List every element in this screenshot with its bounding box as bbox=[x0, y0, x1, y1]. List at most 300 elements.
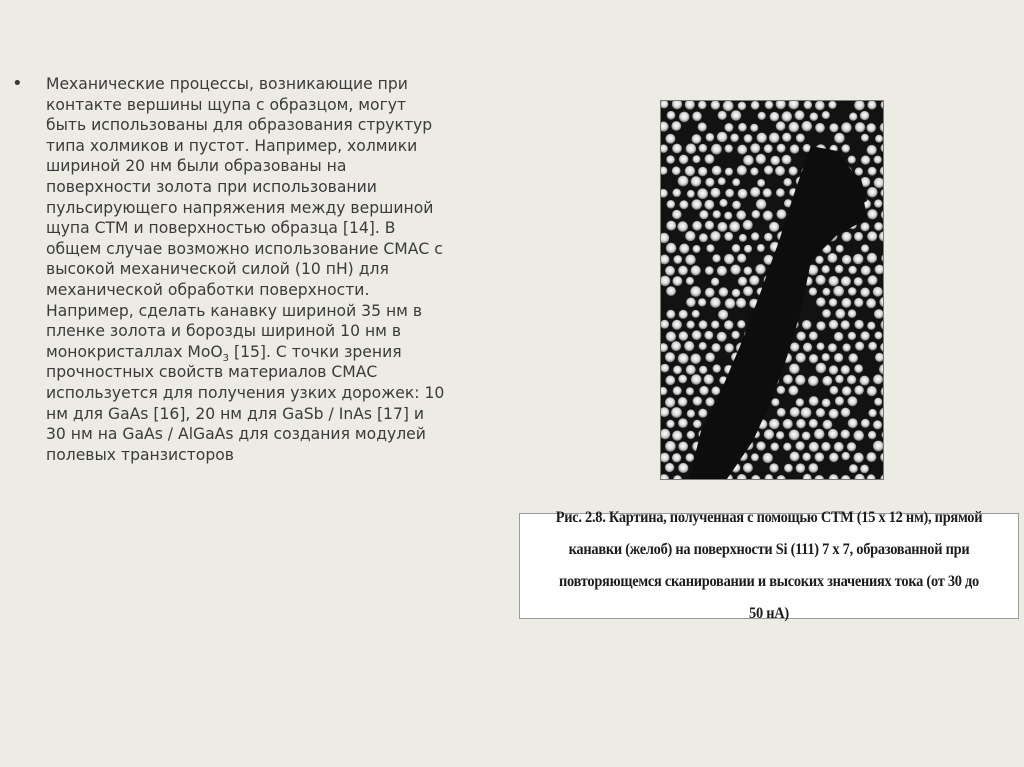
stm-dot bbox=[738, 189, 748, 199]
stm-dot bbox=[750, 167, 758, 175]
stm-dot bbox=[678, 176, 689, 187]
stm-dot bbox=[756, 199, 767, 210]
stm-dot bbox=[687, 431, 695, 439]
stm-dot bbox=[827, 253, 837, 263]
stm-dot bbox=[671, 407, 682, 418]
stm-dot bbox=[777, 408, 786, 417]
stm-dot bbox=[692, 221, 702, 231]
stm-dot bbox=[717, 266, 727, 276]
stm-dot bbox=[678, 397, 688, 407]
stm-dot bbox=[672, 276, 682, 286]
stm-dot bbox=[776, 121, 786, 131]
stm-dot bbox=[692, 134, 702, 144]
stm-dot bbox=[686, 453, 695, 462]
stm-dot bbox=[847, 442, 856, 451]
stm-dot bbox=[830, 386, 839, 395]
stm-dot bbox=[686, 387, 694, 395]
stm-dot bbox=[713, 364, 721, 372]
stm-dot bbox=[841, 365, 850, 374]
stm-dot bbox=[815, 123, 825, 133]
stm-dot bbox=[822, 309, 831, 318]
stm-dot bbox=[751, 232, 759, 240]
stm-dot bbox=[796, 398, 804, 406]
stm-dot bbox=[829, 365, 838, 374]
stm-dot bbox=[854, 232, 863, 241]
stm-dot bbox=[751, 101, 760, 110]
stm-dot bbox=[776, 209, 786, 219]
stm-dot bbox=[854, 364, 863, 373]
stm-dot bbox=[737, 145, 747, 155]
stm-dot bbox=[835, 265, 844, 274]
stm-dot bbox=[731, 110, 742, 121]
stm-dot bbox=[874, 156, 882, 164]
stm-dot bbox=[685, 255, 696, 266]
stm-dot bbox=[868, 409, 876, 417]
stm-dot bbox=[750, 143, 760, 153]
stm-dot bbox=[765, 101, 774, 109]
stm-dot bbox=[829, 453, 839, 463]
stm-dot bbox=[815, 452, 825, 462]
stm-dot bbox=[724, 212, 732, 220]
stm-dot bbox=[809, 354, 818, 363]
stm-dot bbox=[860, 111, 869, 120]
stm-dot bbox=[834, 332, 843, 341]
stm-dot bbox=[705, 288, 715, 298]
stm-dot bbox=[823, 420, 833, 430]
stm-dot bbox=[710, 297, 721, 308]
stm-dot bbox=[698, 298, 706, 306]
stm-dot bbox=[841, 122, 852, 133]
stm-dot bbox=[763, 188, 772, 197]
stm-dot bbox=[796, 463, 806, 473]
stm-dot bbox=[842, 255, 852, 265]
stm-dot bbox=[730, 265, 740, 275]
stm-dot bbox=[853, 254, 864, 265]
stm-dot bbox=[855, 342, 864, 351]
stm-dot bbox=[705, 353, 715, 363]
stm-dot bbox=[829, 123, 838, 132]
stm-dot bbox=[666, 310, 675, 319]
stm-dot bbox=[725, 189, 734, 198]
stm-dot bbox=[854, 277, 863, 286]
stm-dot bbox=[691, 374, 702, 385]
stm-dot bbox=[874, 332, 882, 340]
stm-dot bbox=[665, 352, 675, 362]
stm-dot bbox=[842, 232, 852, 242]
stm-dot bbox=[699, 366, 707, 374]
stm-dot bbox=[724, 254, 734, 264]
stm-dot bbox=[868, 167, 877, 176]
stm-dot bbox=[815, 101, 825, 110]
stm-dot bbox=[666, 243, 677, 254]
stm-dot bbox=[712, 343, 721, 352]
stm-dot bbox=[841, 276, 851, 286]
stm-dot bbox=[724, 123, 733, 132]
bullet-marker: • bbox=[12, 73, 23, 94]
stm-dot bbox=[704, 331, 713, 340]
stm-dot bbox=[692, 310, 700, 318]
stm-dot bbox=[692, 330, 702, 340]
stm-dot bbox=[665, 397, 675, 407]
stm-dot bbox=[867, 187, 878, 198]
stm-dot bbox=[801, 407, 812, 418]
stm-dot bbox=[854, 320, 863, 329]
stm-dot bbox=[743, 155, 754, 166]
stm-dot bbox=[841, 408, 851, 418]
stm-micrograph-image bbox=[660, 100, 884, 480]
stm-dot bbox=[710, 231, 720, 241]
stm-dot bbox=[725, 343, 734, 352]
stm-dot bbox=[704, 200, 714, 210]
stm-dot bbox=[789, 430, 800, 441]
stm-dot bbox=[750, 187, 760, 197]
stm-dot bbox=[758, 112, 766, 120]
stm-dot bbox=[822, 399, 831, 408]
stm-dot bbox=[711, 144, 722, 155]
stm-dot bbox=[665, 266, 675, 276]
stm-dot bbox=[809, 419, 818, 428]
stm-dot bbox=[665, 375, 675, 385]
stm-dot bbox=[684, 341, 694, 351]
stm-dot bbox=[678, 266, 688, 276]
stm-dot bbox=[796, 353, 806, 363]
stm-dot bbox=[717, 332, 727, 342]
stm-dot bbox=[732, 289, 741, 298]
stm-dot bbox=[736, 298, 746, 308]
stm-dot bbox=[711, 321, 719, 329]
stm-dot bbox=[874, 222, 883, 231]
stm-dot bbox=[705, 397, 714, 406]
stm-dot bbox=[693, 396, 702, 405]
stm-dot bbox=[673, 255, 682, 264]
stm-dot bbox=[698, 122, 707, 131]
stm-dot bbox=[848, 418, 858, 428]
bullet-paragraph bbox=[12, 74, 452, 465]
stm-dot bbox=[738, 123, 747, 132]
stm-dot bbox=[848, 266, 857, 275]
stm-dot bbox=[808, 463, 818, 473]
stm-dot bbox=[678, 463, 688, 473]
stm-dot bbox=[848, 309, 857, 318]
stm-dot bbox=[873, 420, 882, 429]
stm-dot bbox=[719, 199, 727, 207]
stm-dot bbox=[866, 123, 876, 133]
stm-dot bbox=[705, 154, 715, 164]
stm-dot bbox=[718, 310, 728, 320]
stm-dot bbox=[783, 419, 793, 429]
stm-dot bbox=[802, 453, 811, 462]
stm-dot bbox=[724, 320, 734, 330]
stm-dot bbox=[717, 222, 727, 232]
stm-dot bbox=[828, 101, 836, 109]
stm-dot bbox=[875, 135, 883, 143]
stm-dot bbox=[849, 113, 857, 121]
stm-dot bbox=[725, 168, 733, 176]
stm-dot bbox=[693, 245, 701, 253]
stm-dot bbox=[789, 364, 800, 375]
stm-dot bbox=[687, 190, 695, 198]
stm-dot bbox=[848, 156, 856, 164]
stm-dot bbox=[849, 464, 858, 473]
stm-dot bbox=[861, 134, 869, 142]
stm-dot bbox=[855, 122, 865, 132]
stm-dot bbox=[744, 267, 753, 276]
stm-dot bbox=[841, 298, 851, 308]
stm-dot bbox=[713, 210, 721, 218]
stm-dot bbox=[833, 286, 844, 297]
stm-dot bbox=[673, 386, 682, 395]
stm-dot bbox=[679, 155, 689, 165]
stm-dot bbox=[835, 375, 844, 384]
body-text bbox=[46, 74, 446, 465]
stm-dot bbox=[868, 275, 878, 285]
stm-dot bbox=[699, 342, 707, 350]
stm-dot bbox=[809, 442, 819, 452]
stm-dot bbox=[861, 419, 870, 428]
stm-dot bbox=[855, 167, 863, 175]
figure-caption: Рис. 2.8. Картина, полученная с помощью СТМ (15 х 12 нм), прямой канавки (желоб) на поверхности Si (111) 7 х 7, образованной при повторяющемся сканировании и высоких значениях тока (от 30 до 50 нА) bbox=[555, 509, 983, 622]
stm-dot bbox=[693, 155, 701, 163]
body-text-part-2: [15]. С точки зрения прочностных свойств материалов СМАС используется для получения узких дорожек: 10 нм для GaAs [16], 20 нм для GaSb / InAs [17] и 30 нм на GaAs / AlGaAs для создания модулей полевых транзисторов bbox=[46, 342, 445, 464]
stm-dot bbox=[769, 222, 779, 232]
stm-dot bbox=[679, 310, 688, 319]
stm-dot bbox=[699, 144, 708, 153]
stm-dot bbox=[667, 200, 676, 209]
stm-dot bbox=[744, 134, 753, 143]
stm-dot bbox=[777, 386, 786, 395]
stm-dot bbox=[829, 298, 838, 307]
stm-dot bbox=[847, 375, 856, 384]
stm-dot bbox=[829, 409, 839, 419]
stm-dot bbox=[743, 220, 753, 230]
stm-dot bbox=[782, 133, 791, 142]
stm-dot bbox=[769, 419, 780, 430]
stm-dot bbox=[666, 286, 676, 296]
stm-dot bbox=[706, 133, 715, 142]
stm-dot bbox=[790, 407, 800, 417]
stm-dot bbox=[732, 178, 740, 186]
stm-dot bbox=[835, 396, 844, 405]
stm-dot bbox=[860, 288, 870, 298]
stm-dot bbox=[737, 320, 745, 328]
stm-dot bbox=[699, 210, 708, 219]
stm-dot bbox=[841, 144, 850, 153]
stm-dot bbox=[822, 288, 830, 296]
stm-dot bbox=[790, 342, 799, 351]
stm-dot bbox=[796, 134, 805, 143]
stm-dot bbox=[692, 112, 702, 122]
stm-dot bbox=[796, 419, 806, 429]
stm-dot bbox=[739, 234, 747, 242]
figure-caption-box bbox=[519, 509, 1019, 622]
stm-dot bbox=[743, 463, 753, 473]
stm-dot bbox=[678, 442, 688, 452]
stm-dot bbox=[809, 287, 817, 295]
stm-dot bbox=[802, 432, 811, 441]
stm-dot bbox=[698, 409, 707, 418]
stm-dot bbox=[705, 178, 714, 187]
stm-dot bbox=[678, 353, 689, 364]
stm-dot bbox=[718, 177, 726, 185]
stm-dot bbox=[686, 298, 696, 308]
stm-dot bbox=[816, 321, 825, 330]
stm-dot bbox=[816, 408, 825, 417]
stm-dot bbox=[815, 256, 823, 264]
stm-dot bbox=[691, 176, 702, 187]
stm-dot bbox=[764, 233, 773, 242]
stm-dot bbox=[808, 376, 819, 387]
stm-dot bbox=[769, 463, 778, 472]
stm-dot bbox=[809, 331, 818, 340]
stm-dot bbox=[860, 222, 869, 231]
stm-dot bbox=[847, 396, 857, 406]
stm-dot bbox=[841, 430, 850, 439]
stm-dot bbox=[685, 231, 695, 241]
stm-dot bbox=[874, 199, 882, 207]
stm-dot bbox=[725, 298, 736, 309]
stm-dot bbox=[828, 343, 837, 352]
stm-dot bbox=[809, 396, 819, 406]
stm-dot bbox=[763, 453, 773, 463]
stm-dot bbox=[666, 331, 676, 341]
stm-dot bbox=[834, 442, 844, 452]
stm-dot bbox=[672, 189, 681, 198]
stm-dot bbox=[679, 200, 688, 209]
stm-dot bbox=[704, 374, 714, 384]
stm-dot bbox=[861, 266, 871, 276]
stm-dot bbox=[777, 144, 786, 153]
stm-dot bbox=[712, 166, 722, 176]
stm-dot bbox=[699, 233, 708, 242]
stm-dot bbox=[797, 332, 806, 341]
stm-dot bbox=[821, 442, 830, 451]
stm-dot bbox=[775, 166, 785, 176]
stm-dot bbox=[679, 112, 690, 123]
stm-dot bbox=[711, 386, 720, 395]
stm-dot bbox=[665, 441, 676, 452]
stm-dot bbox=[665, 134, 675, 144]
stm-dot bbox=[848, 332, 856, 340]
stm-dot bbox=[719, 287, 729, 297]
stm-dot bbox=[789, 122, 800, 133]
stm-dot bbox=[788, 386, 798, 396]
stm-dot bbox=[679, 331, 689, 341]
stm-dot bbox=[868, 431, 876, 439]
stm-dot bbox=[705, 266, 714, 275]
stm-dot bbox=[776, 431, 784, 439]
stm-dot bbox=[764, 144, 773, 153]
stm-dot bbox=[712, 254, 720, 262]
stm-dot bbox=[860, 376, 870, 386]
stm-dot bbox=[770, 112, 780, 122]
stm-dot bbox=[756, 154, 766, 164]
stm-dot bbox=[673, 366, 682, 375]
stm-dot bbox=[842, 452, 850, 460]
stm-dot bbox=[816, 363, 827, 374]
stm-dot bbox=[853, 430, 864, 441]
stm-dot bbox=[737, 165, 747, 175]
stm-dot bbox=[861, 244, 869, 252]
stm-dot bbox=[710, 188, 720, 198]
stm-dot bbox=[679, 244, 689, 254]
stm-dot bbox=[814, 429, 825, 440]
stm-dot bbox=[752, 210, 761, 219]
stm-dot bbox=[691, 199, 702, 210]
stm-dot bbox=[835, 309, 845, 319]
stm-dot bbox=[784, 464, 793, 473]
stm-dot bbox=[732, 201, 741, 210]
stm-dot bbox=[783, 375, 793, 385]
stm-dot bbox=[770, 443, 779, 452]
stm-dot bbox=[678, 375, 687, 384]
stm-dot bbox=[861, 155, 870, 164]
stm-dot bbox=[790, 452, 800, 462]
stm-dot bbox=[817, 343, 825, 351]
stm-dot bbox=[705, 221, 714, 230]
body-text-part-1: Механические процессы, возникающие при контакте вершины щупа с образцом, могут быть использованы для образования структур типа холмиков и пустот. Например, холмики шириной 20 нм были образованы на поверхности золота при использовании пульсирующего напряжения между вершиной щупа СТМ и поверхностью образца [14]. В общем случае возможно использование СМАС с высокой механической силой (10 пН) для механической обработки поверхности. Например, сделать канавку шириной 35 нм в пленке золота и борозды шириной 10 нм в монокристаллах MoO bbox=[46, 75, 443, 361]
stm-dot bbox=[698, 167, 707, 176]
stm-dot bbox=[816, 297, 826, 307]
stm-dot bbox=[795, 375, 805, 385]
stm-dot bbox=[834, 133, 845, 144]
stm-dot bbox=[757, 244, 765, 252]
stm-dot bbox=[706, 244, 714, 252]
stm-dot bbox=[867, 209, 877, 219]
stm-dot bbox=[729, 221, 740, 232]
stm-dot bbox=[686, 321, 694, 329]
stm-dot bbox=[690, 354, 701, 365]
stm-dot bbox=[749, 275, 759, 285]
stm-dot bbox=[822, 376, 832, 386]
stm-dot bbox=[738, 277, 747, 286]
stm-dot bbox=[737, 254, 746, 263]
stm-dot bbox=[666, 420, 674, 428]
stm-dot bbox=[803, 343, 812, 352]
stm-dot bbox=[842, 343, 850, 351]
stm-dot bbox=[672, 431, 682, 441]
stm-dot bbox=[672, 453, 681, 462]
stm-dot bbox=[751, 453, 759, 461]
stm-dot bbox=[686, 277, 694, 285]
stm-dot bbox=[731, 331, 739, 339]
stm-dot bbox=[867, 322, 875, 330]
stm-dot bbox=[829, 320, 839, 330]
stm-dot bbox=[672, 166, 681, 175]
stm-dot bbox=[860, 465, 869, 474]
stm-dot bbox=[828, 429, 838, 439]
stm-dot bbox=[672, 210, 682, 220]
stm-dot bbox=[672, 320, 682, 330]
stm-dot bbox=[795, 110, 805, 120]
stm-dot bbox=[757, 179, 765, 187]
stm-dot bbox=[822, 265, 830, 273]
stm-dot bbox=[867, 253, 877, 263]
stm-dot bbox=[764, 166, 773, 175]
stm-dot bbox=[693, 420, 702, 429]
stm-dot bbox=[866, 298, 876, 308]
stm-dot bbox=[804, 101, 813, 109]
stm-dot bbox=[853, 453, 863, 463]
stm-dot bbox=[686, 365, 696, 375]
stm-dot bbox=[834, 353, 843, 362]
stm-dot bbox=[770, 156, 780, 166]
stm-dot bbox=[686, 144, 697, 155]
stm-dot bbox=[783, 178, 791, 186]
stm-dot bbox=[868, 342, 877, 351]
stm-dot bbox=[802, 121, 813, 132]
stm-dot bbox=[717, 132, 728, 143]
stm-dot bbox=[755, 264, 765, 274]
